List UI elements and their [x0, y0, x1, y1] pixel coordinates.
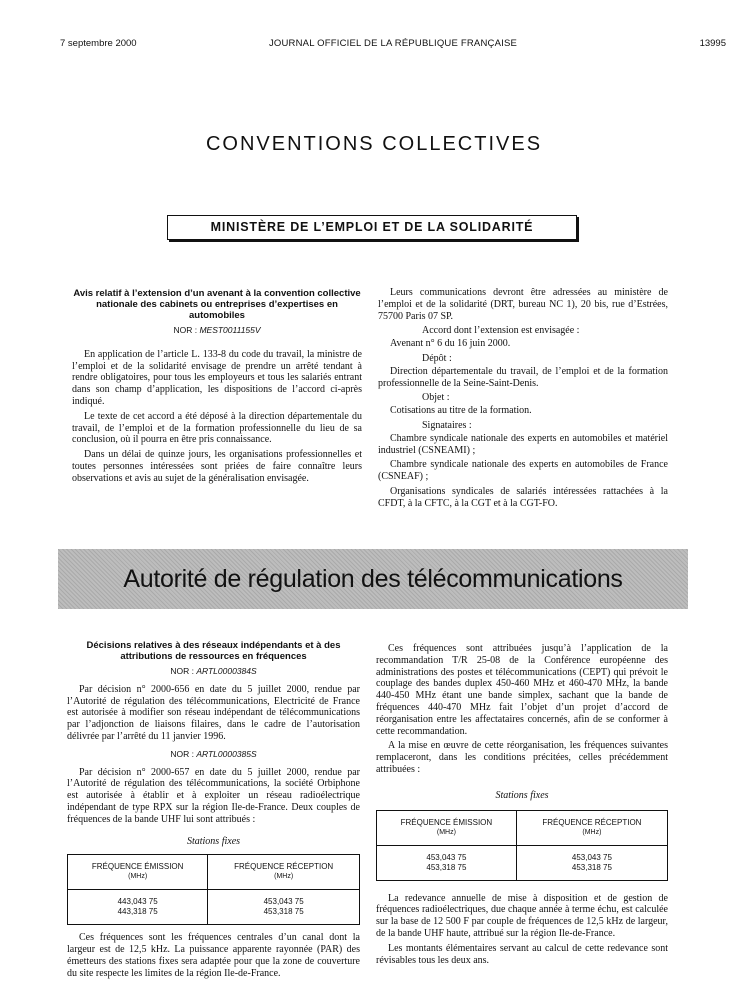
depot-value: Direction départementale du travail, de l’emploi et de la formation professionnelle de la Seine-Saint-Denis.: [378, 365, 668, 389]
decision-paragraph: Par décision n° 2000-656 en date du 5 juillet 2000, rendue par l’Autorité de régulation des télécommunications, Electricité de France est autorisée à modifier son réseau indépendant de télécommunications par l’adjonction de liaisons filaires, dans le cadre de l’autorisation délivrée par l’arrêté du 11 janvier 1996.: [67, 683, 360, 742]
decision-nor-code: ARTL0000385S: [196, 748, 257, 759]
decision-nor-code: ARTL0000384S: [196, 666, 257, 676]
avis-communications: Leurs communications devront être adressées au ministère de l’emploi et de la solidarité (DRT, bureau NC 1), 20 bis, rue d’Estrées, 75700 Paris 07 SP.: [378, 287, 668, 322]
avis-nor-code: MEST0011155V: [199, 325, 261, 335]
signataire-item: Chambre syndicale nationale des experts en automobiles et matériel industriel (CSNEAMI) ;: [378, 432, 668, 456]
decisions-right-column: [376, 643, 668, 969]
objet-label: Objet :: [422, 392, 450, 404]
journal-title: JOURNAL OFFICIEL DE LA RÉPUBLIQUE FRANÇAISE: [268, 38, 518, 49]
stations-title: Stations fixes: [495, 789, 549, 801]
column-header: FRÉQUENCE RÉCEPTION (MHz): [516, 810, 667, 845]
decision-nor: NOR : ARTL0000385S: [170, 748, 257, 759]
decision-paragraph: Les montants élémentaires servant au calcul de cette redevance sont révisables tous les deux ans.: [376, 942, 668, 966]
column-header: FRÉQUENCE ÉMISSION (MHz): [68, 855, 208, 890]
decisions-left-column: [67, 640, 360, 983]
decision-paragraph: A la mise en œuvre de cette réorganisation, les fréquences suivantes remplaceront, dans les conditions précitées, celles précédemment attribuées :: [376, 740, 668, 775]
page-header: [60, 38, 726, 52]
header-date: 7 septembre 2000: [60, 38, 137, 49]
avis-paragraph: En application de l’article L. 133-8 du code du travail, la ministre de l’emploi et de la solidarité envisage de prendre un arrêté tendant à rendre obligatoires, pour tous les employeurs et tous les salariés entrant dans son champ d’application, les dispositions de l’accord ci-après indiqué.: [72, 348, 362, 407]
emission-values: 443,043 75 443,318 75: [68, 890, 208, 925]
emission-values: 453,043 75 453,318 75: [377, 845, 517, 880]
stations-title: Stations fixes: [186, 835, 241, 847]
reception-values: 453,043 75 453,318 75: [208, 890, 360, 925]
decision-paragraph: Par décision n° 2000-657 en date du 5 juillet 2000, rendue par l’Autorité de régulation des télécommunications, la société Orbiphone est autorisée à établir et à exploiter un réseau radioélectrique indépendant de type RPX sur la région Ile-de-France. Deux couples de fréquences de la bande UHF lui sont attribués :: [67, 766, 360, 825]
avis-nor: NOR : MEST0011155V: [173, 325, 261, 335]
frequency-table: [67, 854, 360, 925]
decision-paragraph: La redevance annuelle de mise à disposition et de gestion de fréquences radioélectriques, due chaque année à terme échu, est calculée sur la base de 12 500 F par couple de fréquences de 12,5 kHz de largeur, de la bande UHF haute, attribué sur la région Ile-de-France.: [376, 892, 668, 939]
signataire-item: Chambre syndicale nationale des experts en automobiles de France (CSNEAF) ;: [378, 459, 668, 483]
avis-left-column: [72, 288, 362, 488]
frequency-table: [376, 810, 668, 881]
reception-values: 453,043 75 453,318 75: [516, 845, 667, 880]
accord-value: Avenant n° 6 du 16 juin 2000.: [390, 338, 511, 350]
signataire-item: Organisations syndicales de salariés intéressées rattachées à la CFDT, à la CFTC, à la CGT et à la CGT-FO.: [378, 485, 668, 509]
avis-paragraph: Dans un délai de quinze jours, les organisations professionnelles et toutes personnes intéressées sont priées de faire connaître leurs observations et avis au sujet de la généralisation envisagée.: [72, 449, 362, 484]
column-header: FRÉQUENCE RÉCEPTION (MHz): [208, 855, 360, 890]
column-header: FRÉQUENCE ÉMISSION (MHz): [377, 810, 517, 845]
decision-nor: NOR : ARTL0000384S: [170, 666, 257, 676]
signataires-label: Signataires :: [422, 419, 472, 431]
depot-label: Dépôt :: [422, 352, 452, 364]
page-number: 13995: [699, 38, 726, 49]
objet-value: Cotisations au titre de la formation.: [390, 405, 532, 417]
decisions-title: Décisions relatives à des réseaux indépendants et à des attributions de ressources en fréquences: [86, 640, 341, 662]
section-title: CONVENTIONS COLLECTIVES: [205, 133, 543, 155]
ministry-heading: MINISTÈRE DE L’EMPLOI ET DE LA SOLIDARITÉ: [167, 215, 577, 240]
avis-paragraph: Le texte de cet accord a été déposé à la direction départementale du travail, de l’emploi et de la formation professionnelle du lieu de sa conclusion, où il pourra en être pris connaissance.: [72, 410, 362, 446]
accord-label: Accord dont l’extension est envisagée :: [422, 325, 580, 337]
decision-paragraph: Ces fréquences sont attribuées jusqu’à l’application de la recommandation T/R 25-08 de la Conférence européenne des administrations des postes et télécommunications (CEPT) qui prévoit le couplage des bandes duplex 450-460 MHz et 460-470 MHz, la bande 440-450 MHz étant une bande simplex, sachant que la bande de fréquences 440-470 MHz fait l’objet d’un projet d’accord de réorganisation entre les affectataires concernés, afin de se conformer à cette recommandation.: [376, 643, 668, 737]
avis-right-column: [378, 287, 668, 513]
decision-paragraph: Ces fréquences sont les fréquences centrales d’un canal dont la largeur est de 12,5 kHz. La puissance apparente rayonnée (PAR) des émetteurs des stations fixes sera adaptée pour que la zone de couverture du site respecte les limites de la région Ile-de-France.: [67, 932, 360, 979]
authority-banner: Autorité de régulation des télécommunications: [58, 549, 688, 609]
avis-title: Avis relatif à l’extension d’un avenant à la convention collective nationale des cabinets ou entreprises d’expertises en automobiles: [73, 288, 361, 321]
